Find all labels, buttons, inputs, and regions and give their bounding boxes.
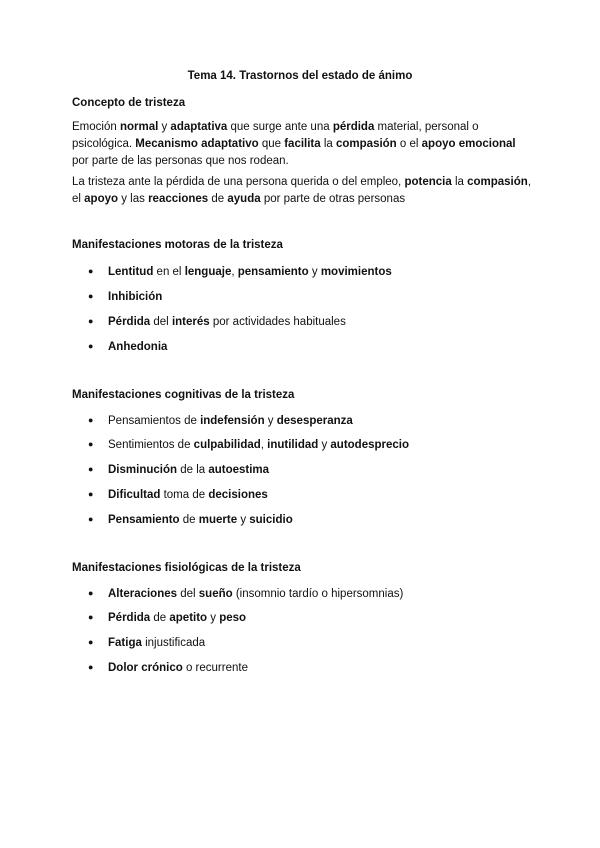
bold-text: potencia [404, 176, 452, 188]
list-item-cognitivas [88, 462, 269, 478]
list-item-cognitivas [88, 437, 409, 453]
text: por actividades habituales [209, 316, 346, 328]
bold-text: compasión [467, 176, 528, 188]
list-item-cognitivas [88, 487, 268, 503]
text: y [318, 439, 331, 451]
list-item-fisiologicas [88, 660, 248, 676]
text: injustificada [141, 637, 206, 649]
text: y [264, 415, 277, 427]
bullet-icon: ● [88, 637, 94, 647]
list-item-motoras [88, 289, 162, 305]
text: y las [118, 193, 149, 205]
section-heading-motoras: Manifestaciones motoras de la tristeza [72, 239, 283, 251]
section-heading-fisiologicas: Manifestaciones fisiológicas de la tristeza [72, 562, 301, 574]
bold-text: suicidio [249, 514, 293, 526]
bold-text: Pérdida [108, 316, 151, 328]
list-item-fisiologicas [88, 586, 403, 602]
bold-text: sueño [198, 588, 233, 600]
bold-text: muerte [198, 514, 238, 526]
text: Sentimientos de [108, 439, 194, 451]
list-item-fisiologicas [88, 610, 246, 626]
bullet-icon: ● [88, 316, 94, 326]
bold-text: Inhibición [108, 291, 163, 303]
bold-text: Alteraciones [108, 588, 178, 600]
text: por parte de otras personas [260, 193, 406, 205]
bullet-icon: ● [88, 266, 94, 276]
bold-text: reacciones [148, 193, 209, 205]
text: la [320, 138, 336, 150]
list-item-motoras [88, 314, 346, 330]
bold-text: Pensamiento [108, 514, 180, 526]
bold-text: Lentitud [108, 266, 154, 278]
text: o recurrente [182, 662, 248, 674]
text: y [237, 514, 250, 526]
bold-text: autoestima [208, 464, 270, 476]
text: del [177, 588, 199, 600]
bold-text: pensamiento [237, 266, 309, 278]
bold-text: compasión [336, 138, 397, 150]
bullet-icon: ● [88, 291, 94, 301]
text: y [207, 612, 220, 624]
text: (insomnio tardío o hipersomnias) [232, 588, 404, 600]
bold-text: apoyo emocional [421, 138, 516, 150]
bullet-icon: ● [88, 489, 94, 499]
paragraph-concepto-2 [72, 174, 532, 208]
bold-text: peso [219, 612, 247, 624]
bold-text: Mecanismo adaptativo [135, 138, 259, 150]
text: y [308, 266, 321, 278]
bold-text: normal [119, 121, 159, 133]
section-heading-cognitivas: Manifestaciones cognitivas de la tristeza [72, 389, 295, 401]
bullet-icon: ● [88, 341, 94, 351]
list-item-motoras [88, 339, 167, 355]
bold-text: culpabilidad [193, 439, 261, 451]
bold-text: apetito [169, 612, 208, 624]
text: Emoción [72, 121, 120, 133]
bullet-icon: ● [88, 464, 94, 474]
bold-text: indefensión [200, 415, 265, 427]
bold-text: decisiones [208, 489, 268, 501]
bold-text: Dificultad [108, 489, 161, 501]
bold-text: apoyo [84, 193, 119, 205]
bold-text: lenguaje [184, 266, 232, 278]
text: , [260, 439, 268, 451]
bold-text: Disminución [108, 464, 178, 476]
text: que [258, 138, 285, 150]
text: y [158, 121, 171, 133]
list-item-fisiologicas [88, 635, 205, 651]
bold-text: autodesprecio [330, 439, 410, 451]
text: Pensamientos de [108, 415, 201, 427]
text: La tristeza ante la pérdida de una persona querida o del empleo, [72, 176, 405, 188]
text: que surge ante una [227, 121, 333, 133]
bold-text: adaptativa [170, 121, 228, 133]
text: por parte de las personas que nos rodean. [72, 155, 289, 167]
section-heading-concepto: Concepto de tristeza [72, 97, 186, 109]
bold-text: movimientos [320, 266, 392, 278]
list-item-cognitivas [88, 512, 293, 528]
bold-text: desesperanza [276, 415, 353, 427]
list-item-motoras [88, 264, 392, 280]
text: , el [72, 176, 532, 205]
bullet-icon: ● [88, 662, 94, 672]
text: toma de [160, 489, 209, 501]
bold-text: ayuda [227, 193, 261, 205]
text: de [179, 514, 199, 526]
bullet-icon: ● [88, 439, 94, 449]
bold-text: Dolor crónico [108, 662, 183, 674]
bold-text: facilita [284, 138, 321, 150]
text: en el [153, 266, 185, 278]
paragraph-concepto-1 [72, 119, 532, 170]
bold-text: Anhedonia [108, 341, 168, 353]
text: material, personal o psicológica. [72, 121, 479, 150]
text: , [231, 266, 238, 278]
bullet-icon: ● [88, 514, 94, 524]
text: de [208, 193, 228, 205]
bold-text: interés [171, 316, 210, 328]
text: de [150, 612, 170, 624]
document-title: Tema 14. Trastornos del estado de ánimo [187, 70, 413, 82]
text: la [451, 176, 468, 188]
bold-text: Fatiga [108, 637, 142, 649]
text: o el [396, 138, 422, 150]
text: de la [177, 464, 209, 476]
list-item-cognitivas [88, 413, 353, 429]
bold-text: pérdida [332, 121, 375, 133]
text: del [150, 316, 172, 328]
bullet-icon: ● [88, 588, 94, 598]
bullet-icon: ● [88, 415, 94, 425]
bold-text: Pérdida [108, 612, 151, 624]
bullet-icon: ● [88, 612, 94, 622]
bold-text: inutilidad [267, 439, 319, 451]
